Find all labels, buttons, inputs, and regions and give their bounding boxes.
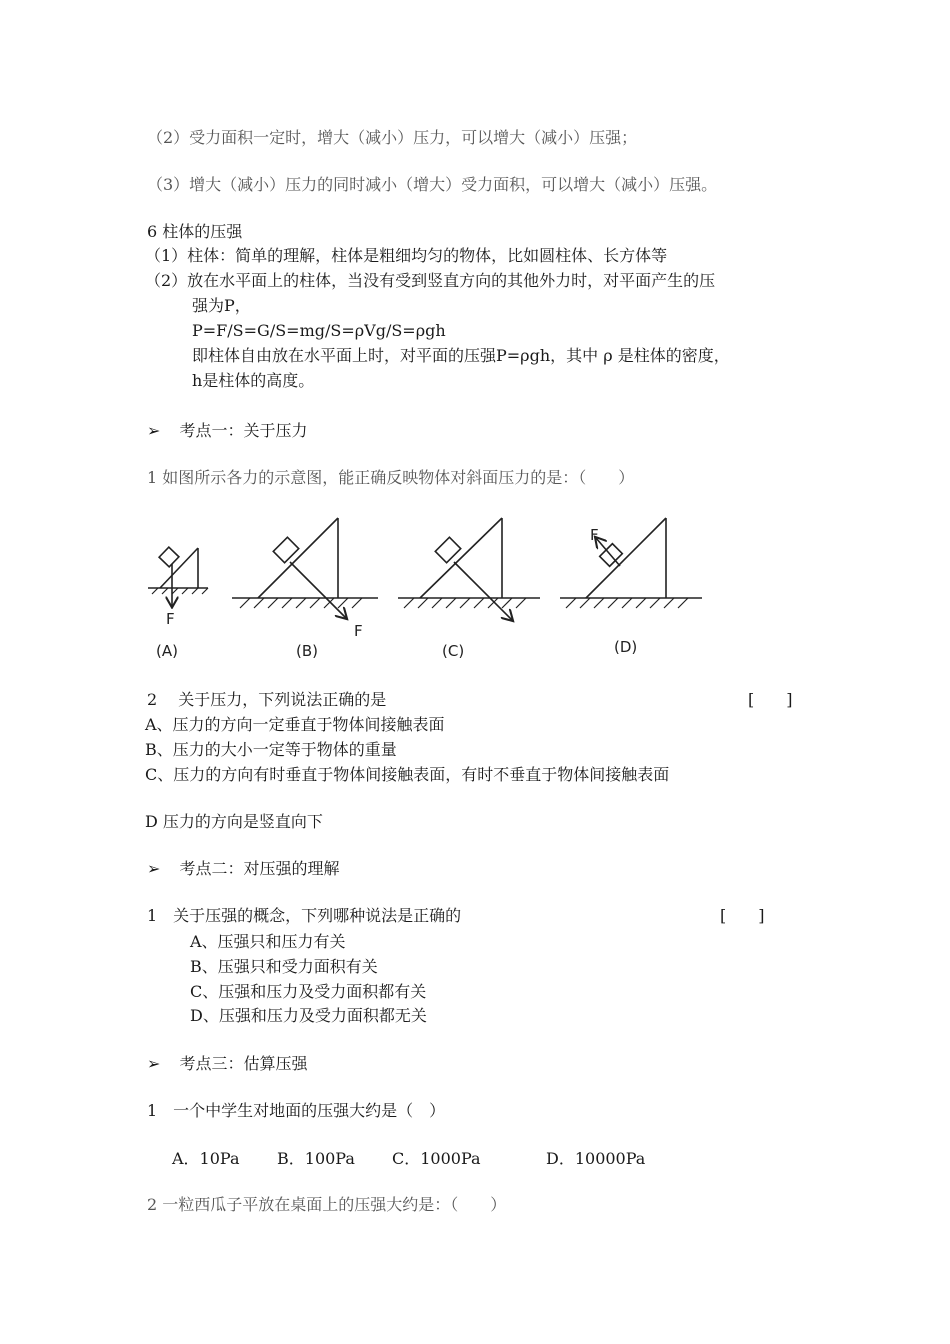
kp1-q2-option-c: C、压力的方向有时垂直于物体间接触表面，有时不垂直于物体间接触表面 — [145, 765, 670, 784]
kp3-q1-option-d: D．10000Pa — [546, 1149, 646, 1168]
arrowhead-bullet-icon: ➢ — [147, 421, 161, 440]
diagram-label-c: (C) — [442, 642, 465, 660]
kp3-q1-option-c: C．1000Pa — [392, 1149, 481, 1168]
diagram-c — [398, 518, 540, 620]
intro-line-2: （2）受力面积一定时，增大（减小）压力，可以增大（减小）压强； — [147, 128, 638, 147]
diagram-d — [560, 518, 702, 608]
diagram-label-d: (D) — [614, 638, 638, 656]
kp1-heading-text: 考点一：关于压力 — [179, 421, 308, 440]
kp2-heading-text: 考点二：对压强的理解 — [179, 859, 340, 878]
force-diagram-svg — [140, 510, 720, 670]
section6-title: 6 柱体的压强 — [147, 222, 243, 241]
kp3-q1-option-b: B．100Pa — [277, 1149, 355, 1168]
kp3-question-2: 2 一粒西瓜子平放在桌面上的压强大约是：（ ） — [147, 1195, 507, 1214]
kp2-option-a: A、压强只和压力有关 — [190, 932, 346, 951]
diagram-b — [232, 518, 378, 618]
force-diagram-figure — [140, 510, 720, 670]
force-label-a: F — [166, 610, 175, 628]
arrowhead-bullet-icon: ➢ — [147, 859, 161, 878]
section6-p2b: 强为P， — [192, 296, 251, 315]
kp1-question-2-bracket: [ ] — [748, 690, 793, 709]
section6-formula: P=F/S=G/S=mg/S=ρVg/S=ρgh — [192, 321, 446, 340]
kp1-heading — [147, 420, 308, 442]
force-label-d: F — [590, 526, 599, 544]
kp3-q1-option-a: A．10Pa — [172, 1149, 240, 1168]
force-label-b: F — [354, 622, 363, 640]
kp3-question-1: 1 一个中学生对地面的压强大约是（ ） — [147, 1101, 446, 1120]
section6-p3a: 即柱体自由放在水平面上时，对平面的压强P=ρgh，其中 ρ 是柱体的密度， — [192, 346, 730, 365]
arrowhead-bullet-icon: ➢ — [147, 1054, 161, 1073]
kp1-q2-option-a: A、压力的方向一定垂直于物体间接触表面 — [145, 715, 445, 734]
kp2-option-c: C、压强和压力及受力面积都有关 — [190, 982, 427, 1001]
diagram-label-a: (A) — [156, 642, 178, 660]
section6-p1: （1）柱体：简单的理解，柱体是粗细均匀的物体，比如圆柱体、长方体等 — [145, 246, 668, 265]
kp2-option-d: D、压强和压力及受力面积都无关 — [190, 1006, 427, 1025]
intro-line-3: （3）增大（减小）压力的同时减小（增大）受力面积，可以增大（减小）压强。 — [147, 175, 718, 194]
kp1-q2-option-d: D 压力的方向是竖直向下 — [145, 812, 323, 831]
diagram-label-b: (B) — [296, 642, 318, 660]
kp2-heading — [147, 858, 340, 880]
kp2-question-1: 1 关于压强的概念，下列哪种说法是正确的 — [147, 906, 462, 925]
kp2-question-1-bracket: [ ] — [720, 906, 765, 925]
kp1-question-2: 2 关于压力，下列说法正确的是 — [147, 690, 387, 709]
kp1-q2-option-b: B、压力的大小一定等于物体的重量 — [145, 740, 397, 759]
kp2-option-b: B、压强只和受力面积有关 — [190, 957, 378, 976]
kp3-heading-text: 考点三：估算压强 — [179, 1054, 308, 1073]
section6-p2a: （2）放在水平面上的柱体，当没有受到竖直方向的其他外力时，对平面产生的压 — [145, 271, 716, 290]
kp1-question-1: 1 如图所示各力的示意图，能正确反映物体对斜面压力的是：（ ） — [147, 468, 635, 487]
diagram-a — [148, 547, 208, 606]
section6-p3b: h是柱体的高度。 — [192, 371, 315, 390]
kp3-heading — [147, 1053, 308, 1075]
